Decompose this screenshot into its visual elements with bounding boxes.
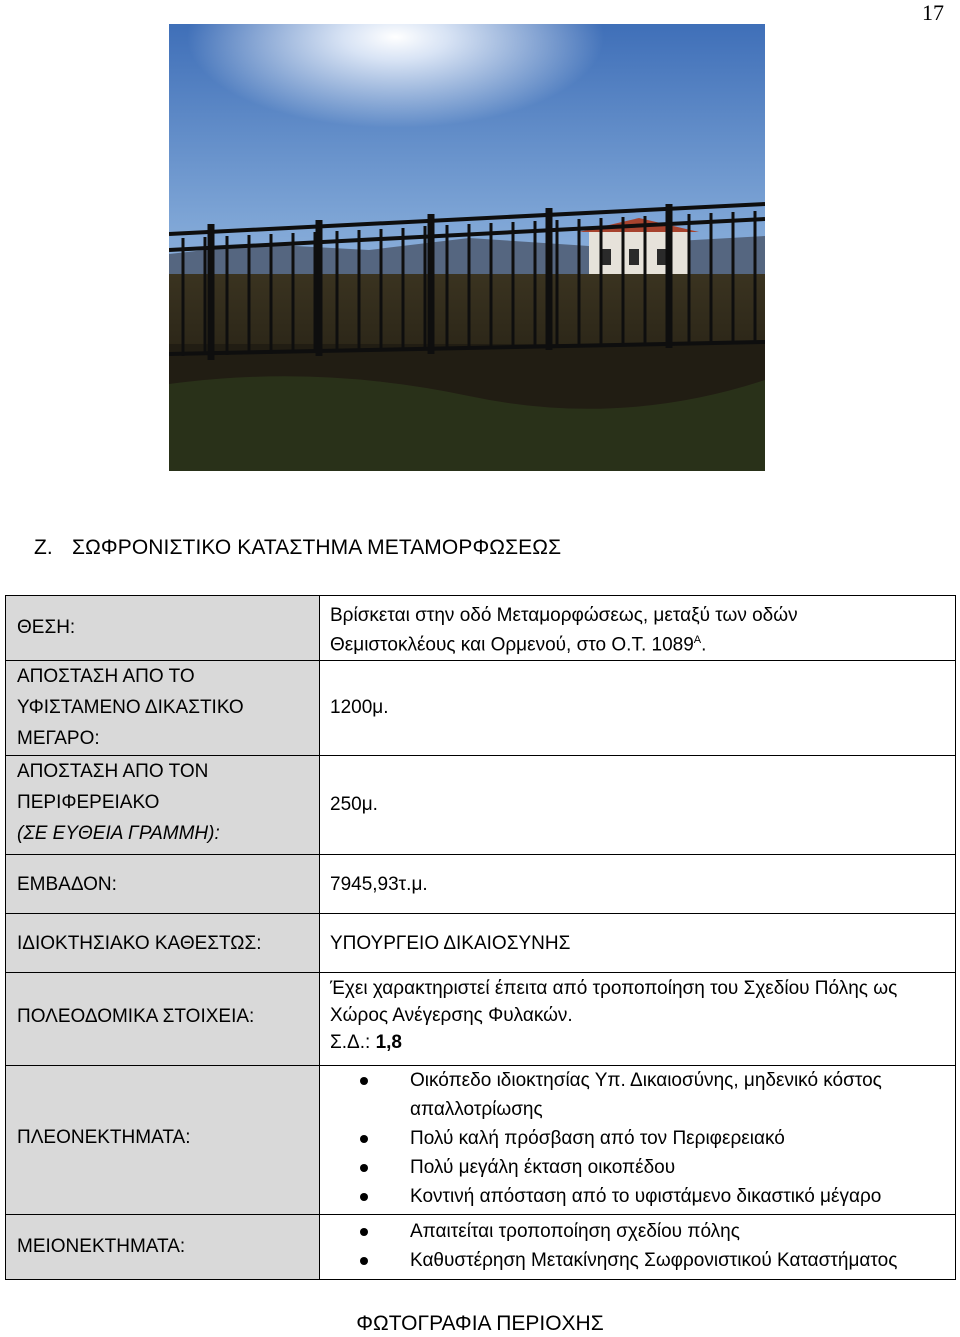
value-ownership [320, 914, 956, 973]
row-disadvantages [6, 1215, 956, 1280]
label-location [6, 596, 320, 661]
label-planning [6, 973, 320, 1066]
value-planning-line1: Έχει χαρακτηριστεί έπειτα από τροποποίηση του Σχεδίου Πόλης ως [330, 978, 898, 1000]
value-location-line1: Βρίσκεται στην οδό Μεταμορφώσεως, μεταξύ των οδών [330, 605, 798, 626]
row-distance-court [6, 661, 956, 756]
row-distance-regional [6, 756, 956, 855]
label-disadvantages [6, 1215, 320, 1280]
section-letter: Ζ. [34, 536, 53, 559]
row-location [6, 596, 956, 661]
label-distance-court-line1: ΑΠΟΣΤΑΣΗ ΑΠΟ ΤΟ [17, 666, 195, 688]
bottom-caption: ΦΩΤΟΓΡΑΦΙΑ ΠΕΡΙΟΧΗΣ [356, 1312, 604, 1335]
disadvantage-item: Απαιτείται τροποποίηση σχεδίου πόλης [330, 1217, 955, 1246]
ratio-label: Σ.Δ.: [330, 1032, 376, 1054]
ratio-value: 1,8 [375, 1032, 402, 1054]
section-title-text: ΣΩΦΡΟΝΙΣΤΙΚΟ ΚΑΤΑΣΤΗΜΑ ΜΕΤΑΜΟΡΦΩΣΕΩΣ [72, 536, 562, 559]
value-area [320, 855, 956, 914]
label-ownership-text: ΙΔΙΟΚΤΗΣΙΑΚΟ ΚΑΘΕΣΤΩΣ: [17, 933, 262, 955]
disadvantage-item: Καθυστέρηση Μετακίνησης Σωφρονιστικού Καταστήματος [330, 1246, 955, 1275]
value-planning-ratio [330, 1027, 955, 1058]
label-distance-regional-line3: (ΣΕ ΕΥΘΕΙΑ ΓΡΑΜΜΗ): [17, 823, 220, 845]
value-location [320, 596, 956, 661]
property-info-table [5, 595, 956, 1280]
row-ownership [6, 914, 956, 973]
label-distance-regional-line1: ΑΠΟΣΤΑΣΗ ΑΠΟ ΤΟΝ [17, 761, 209, 783]
property-photo [169, 24, 765, 471]
value-location-superscript: Α [693, 634, 702, 646]
value-distance-court-text: 1200μ. [330, 697, 389, 719]
row-advantages [6, 1066, 956, 1215]
label-ownership [6, 914, 320, 973]
advantages-list [330, 1066, 955, 1211]
section-title [34, 536, 561, 560]
advantage-item: Πολύ καλή πρόσβαση από τον Περιφερειακό [330, 1124, 955, 1153]
label-planning-text: ΠΟΛΕΟΔΟΜΙΚΑ ΣΤΟΙΧΕΙΑ: [17, 1006, 255, 1028]
value-location-line2 [330, 625, 955, 660]
advantage-item: Οικόπεδο ιδιοκτησίας Υπ. Δικαιοσύνης, μηδενικό κόστος απαλλοτρίωσης [330, 1066, 955, 1124]
value-disadvantages [320, 1215, 956, 1280]
value-advantages [320, 1066, 956, 1215]
row-area [6, 855, 956, 914]
advantage-item: Πολύ μεγάλη έκταση οικοπέδου [330, 1153, 955, 1182]
label-distance-regional-line2: ΠΕΡΙΦΕΡΕΙΑΚΟ [17, 792, 160, 814]
label-distance-court-line2: ΥΦΙΣΤΑΜΕΝΟ ΔΙΚΑΣΤΙΚΟ [17, 697, 244, 719]
value-ownership-text: ΥΠΟΥΡΓΕΙΟ ΔΙΚΑΙΟΣΥΝΗΣ [330, 933, 571, 955]
value-location-line2-text: Θεμιστοκλέους και Ορμενού, στο Ο.Τ. 1089 [330, 634, 694, 656]
label-distance-court-line3: ΜΕΓΑΡΟ: [17, 728, 100, 750]
value-planning-line2: Χώρος Ανέγερσης Φυλακών. [330, 1005, 573, 1027]
value-planning [320, 973, 956, 1066]
property-photo-image [169, 24, 765, 471]
label-location-text: ΘΕΣΗ: [17, 617, 76, 638]
label-area-text: ΕΜΒΑΔΟΝ: [17, 874, 117, 896]
page-number: 17 [922, 0, 944, 25]
advantage-item: Κοντινή απόσταση από το υφιστάμενο δικαστικό μέγαρο [330, 1182, 955, 1211]
label-advantages [6, 1066, 320, 1215]
label-advantages-text: ΠΛΕΟΝΕΚΤΗΜΑΤΑ: [17, 1127, 191, 1149]
label-disadvantages-text: ΜΕΙΟΝΕΚΤΗΜΑΤΑ: [17, 1236, 186, 1258]
value-distance-regional [320, 756, 956, 855]
value-location-end: . [701, 634, 707, 656]
label-distance-regional [6, 756, 320, 855]
value-distance-regional-text: 250μ. [330, 794, 378, 816]
value-area-text: 7945,93τ.μ. [330, 874, 428, 896]
label-area [6, 855, 320, 914]
label-distance-court [6, 661, 320, 756]
row-planning [6, 973, 956, 1066]
disadvantages-list [330, 1215, 955, 1275]
value-distance-court [320, 661, 956, 756]
